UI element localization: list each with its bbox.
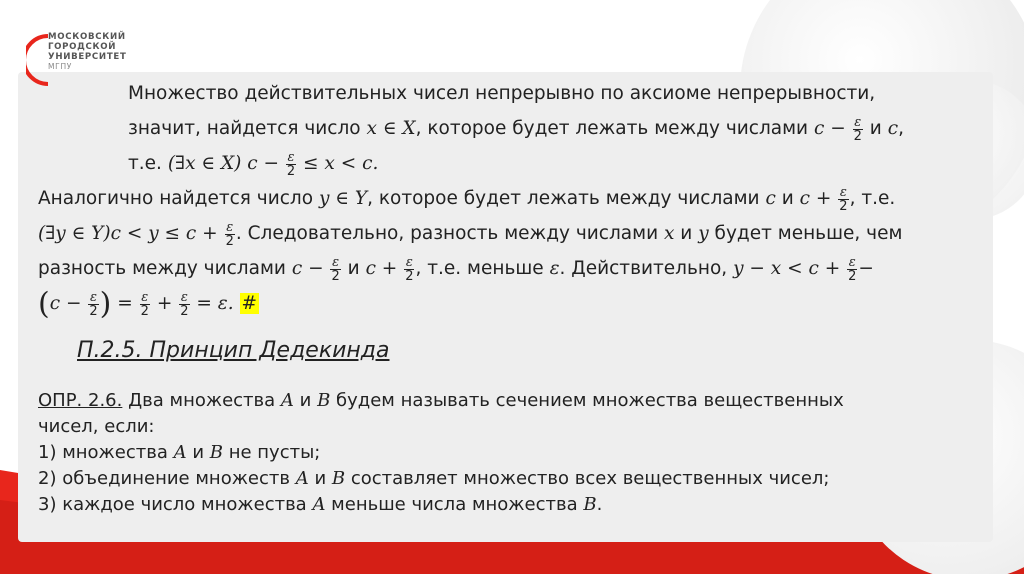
text: , которое будет лежать между числами bbox=[367, 188, 766, 209]
math: ≤ x < c. bbox=[303, 153, 379, 174]
fraction-den: 2 bbox=[405, 268, 414, 284]
fraction-num: ε bbox=[839, 184, 847, 200]
math: y − x < c + bbox=[733, 258, 841, 279]
text: и bbox=[863, 118, 888, 139]
text: , т.е. меньше bbox=[415, 258, 550, 279]
fraction bbox=[88, 291, 98, 318]
math: y ∈ Y bbox=[318, 188, 368, 209]
text: будет меньше, чем bbox=[708, 223, 903, 244]
text: разность между числами bbox=[38, 258, 292, 279]
math: + bbox=[156, 293, 173, 314]
text: и bbox=[341, 258, 366, 279]
math: x ∈ X bbox=[366, 118, 416, 139]
text: , которое будет лежать между числами bbox=[415, 118, 814, 139]
math: y bbox=[698, 223, 709, 244]
text: и bbox=[308, 468, 332, 489]
fraction-den: 2 bbox=[140, 303, 149, 319]
text: не пусты; bbox=[222, 442, 321, 463]
text: меньше числа множества bbox=[325, 494, 584, 515]
fraction bbox=[847, 256, 857, 283]
fraction-num: ε bbox=[90, 289, 97, 305]
math: c − bbox=[49, 293, 82, 314]
math: B bbox=[331, 468, 346, 489]
math: c + bbox=[365, 258, 398, 279]
math: A bbox=[295, 468, 309, 489]
logo-line: МОСКОВСКИЙ bbox=[48, 32, 126, 42]
math: B bbox=[583, 494, 597, 515]
fraction bbox=[838, 186, 848, 213]
math: B bbox=[209, 442, 223, 463]
fraction-num: ε bbox=[226, 219, 234, 235]
proof-line bbox=[38, 76, 986, 111]
fraction-num: ε bbox=[848, 254, 856, 270]
fraction-num: ε bbox=[141, 289, 149, 305]
end-of-proof-mark: # bbox=[241, 293, 258, 314]
text: и bbox=[674, 223, 699, 244]
fraction bbox=[140, 291, 150, 318]
math: B bbox=[317, 390, 331, 411]
definition-line bbox=[38, 388, 978, 414]
math: c − bbox=[291, 258, 324, 279]
text: 2) объединение множеств bbox=[38, 468, 296, 489]
math: c + bbox=[799, 188, 832, 209]
fraction-num: ε bbox=[405, 254, 413, 270]
text: и bbox=[775, 188, 800, 209]
proof-line bbox=[38, 146, 986, 181]
fraction bbox=[404, 256, 414, 283]
fraction bbox=[179, 291, 189, 318]
fraction-den: 2 bbox=[180, 303, 189, 319]
logo-text bbox=[48, 32, 127, 72]
logo-line: УНИВЕРСИТЕТ bbox=[48, 52, 127, 62]
math: (∃x ∈ X) c − bbox=[167, 153, 279, 174]
text: и bbox=[186, 442, 210, 463]
text: составляет множество всех вещественных чисел; bbox=[345, 468, 830, 489]
fraction-den: 2 bbox=[89, 303, 98, 319]
math: A bbox=[280, 390, 294, 411]
text: , т.е. bbox=[849, 188, 896, 209]
definition-item bbox=[38, 440, 978, 466]
proof-line: (c − $\frac{\varepsilon}{2}$ ) = $\frac{\varepsilon}{2}$ + $\frac{\varepsilon}{2}$ = ε. # bbox=[38, 286, 258, 322]
math: = bbox=[117, 293, 133, 314]
math: c bbox=[887, 118, 899, 139]
text: 1) множества bbox=[38, 442, 174, 463]
fraction-num: ε bbox=[854, 114, 862, 130]
text: значит, найдется число bbox=[128, 118, 367, 139]
text: Два множества bbox=[122, 390, 281, 411]
proof-text bbox=[38, 76, 986, 322]
math: A bbox=[173, 442, 187, 463]
math: A bbox=[312, 494, 326, 515]
fraction-den: 2 bbox=[331, 268, 340, 284]
definition-block bbox=[38, 388, 978, 518]
fraction-num: ε bbox=[332, 254, 340, 270]
text: . Действительно, bbox=[559, 258, 734, 279]
proof-line bbox=[38, 111, 986, 146]
logo-line: МГПУ bbox=[48, 62, 73, 71]
fraction-den: 2 bbox=[853, 128, 862, 144]
text: т.е. bbox=[128, 153, 168, 174]
text: . bbox=[596, 494, 603, 515]
text: , bbox=[898, 118, 904, 139]
fraction bbox=[330, 256, 340, 283]
fraction-den: 2 bbox=[225, 233, 234, 249]
definition-line bbox=[38, 414, 978, 440]
fraction bbox=[853, 116, 863, 143]
proof-line bbox=[38, 216, 986, 251]
definition-label: ОПР. 2.6. bbox=[38, 390, 123, 411]
text: 3) каждое число множества bbox=[38, 494, 313, 515]
proof-line bbox=[38, 181, 986, 216]
fraction-den: 2 bbox=[286, 163, 296, 179]
text: будем называть сечением множества вещественных bbox=[330, 390, 844, 411]
fraction-num: ε bbox=[287, 149, 295, 165]
math: − bbox=[858, 258, 874, 279]
math: ε bbox=[549, 258, 560, 279]
definition-item bbox=[38, 466, 978, 492]
text: и bbox=[293, 390, 318, 411]
fraction bbox=[225, 221, 235, 248]
text: Множество действительных чисел непрерывно по аксиоме непрерывности, bbox=[128, 83, 876, 104]
proof-line bbox=[38, 251, 986, 286]
fraction-den: 2 bbox=[839, 198, 848, 214]
fraction-num: ε bbox=[180, 289, 188, 305]
definition-item bbox=[38, 492, 978, 518]
logo-line: ГОРОДСКОЙ bbox=[48, 42, 117, 52]
text: Аналогично найдется число bbox=[38, 188, 319, 209]
fraction-den: 2 bbox=[848, 268, 857, 284]
math: = ε. bbox=[196, 293, 234, 314]
math: c bbox=[765, 188, 776, 209]
math: (∃y ∈ Y)c < y ≤ c + bbox=[38, 223, 218, 244]
math: x bbox=[663, 223, 675, 244]
section-heading: П.2.5. Принцип Дедекинда bbox=[77, 338, 390, 363]
fraction bbox=[286, 151, 296, 178]
text: чисел, если: bbox=[38, 416, 155, 437]
math: c − bbox=[813, 118, 846, 139]
text: . Следовательно, разность между числами bbox=[235, 223, 664, 244]
